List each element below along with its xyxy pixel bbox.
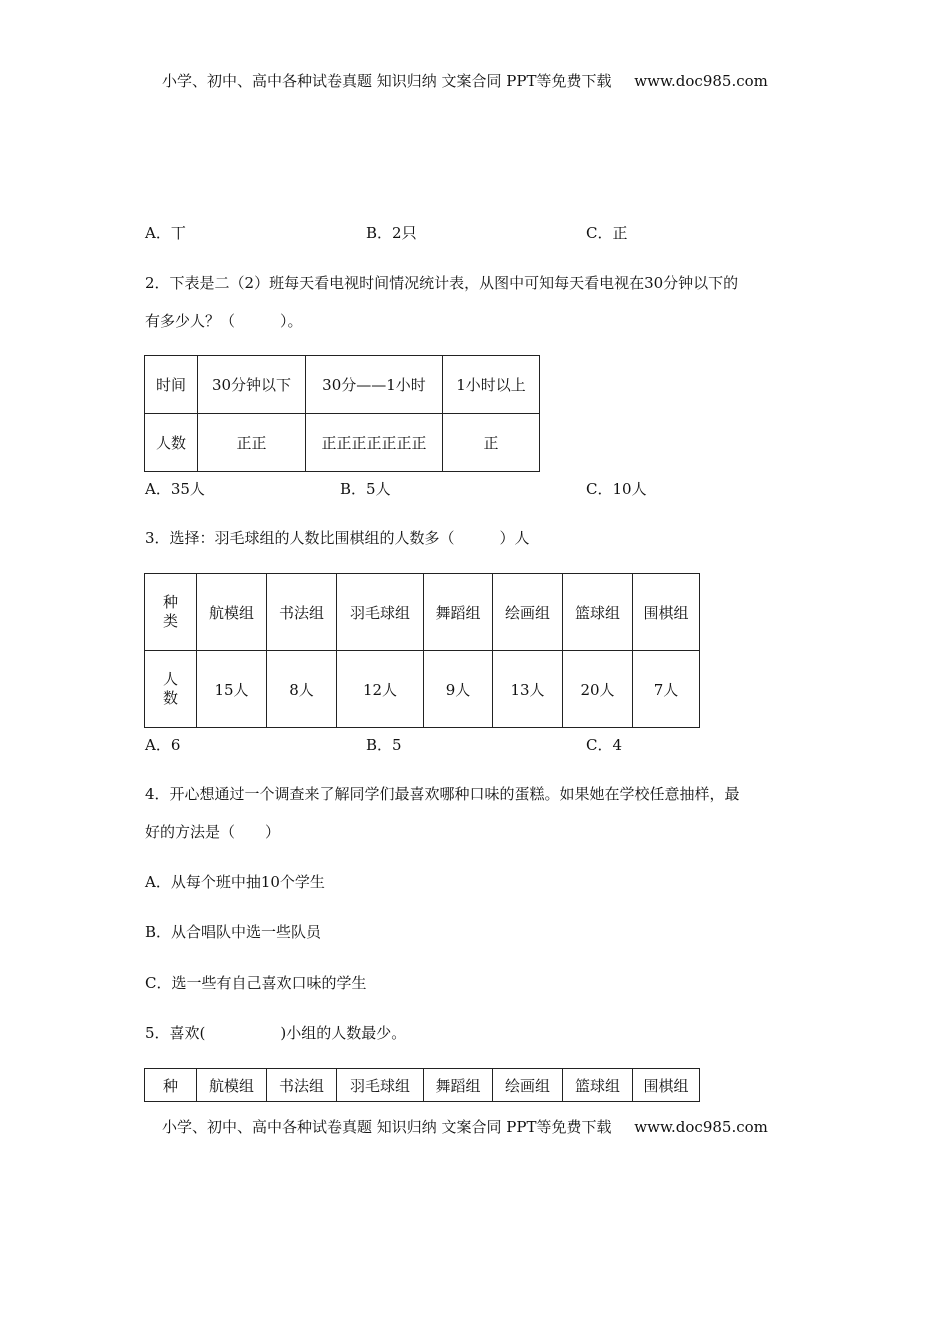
q3-option-c: C．4 xyxy=(586,736,623,754)
q5-header-cell: 羽毛球组 xyxy=(337,1069,424,1102)
q5-header-cell: 舞蹈组 xyxy=(424,1069,493,1102)
q3-data-cell: 8人 xyxy=(267,651,337,728)
q3-header-cell: 舞蹈组 xyxy=(424,574,493,651)
q5-table xyxy=(144,1068,700,1102)
q3-header-cell: 航模组 xyxy=(197,574,267,651)
q2-header-cell: 30分——1小时 xyxy=(306,356,443,414)
page-header xyxy=(162,70,768,91)
page-footer xyxy=(162,1116,768,1137)
q5-header-cell: 书法组 xyxy=(267,1069,337,1102)
q2-data-cell: 正 xyxy=(443,414,540,472)
q3-header-cell: 绘画组 xyxy=(493,574,563,651)
q4-text-line2: 好的方法是（ ） xyxy=(145,823,281,841)
q3-text-line1: 3．选择：羽毛球组的人数比围棋组的人数多（ ）人 xyxy=(145,529,530,547)
header-site: www.doc985.com xyxy=(634,72,768,90)
q4-text-line1: 4．开心想通过一个调查来了解同学们最喜欢哪种口味的蛋糕。如果她在学校任意抽样，最 xyxy=(145,785,740,803)
q2-data-cell: 正正正正正正正 xyxy=(306,414,443,472)
q5-head-label: 种 xyxy=(145,1069,197,1102)
q4-option-c: C．选一些有自己喜欢口味的学生 xyxy=(145,974,367,992)
q2-option-c: C．10人 xyxy=(586,480,647,498)
header-text: 小学、初中、高中各种试卷真题 知识归纳 文案合同 PPT等免费下载 xyxy=(162,72,612,90)
footer-site: www.doc985.com xyxy=(634,1118,768,1136)
q3-option-b: B．5 xyxy=(366,736,402,754)
q1-option-c: C．正 xyxy=(586,224,628,242)
q3-header-cell: 羽毛球组 xyxy=(337,574,424,651)
q2-text-line2: 有多少人？（ ）。 xyxy=(145,312,303,330)
q3-head-label: 种 类 xyxy=(145,574,197,651)
q2-option-b: B．5人 xyxy=(340,480,391,498)
q2-data-cell: 正正 xyxy=(198,414,306,472)
q2-header-cell: 时间 xyxy=(145,356,198,414)
q3-data-cell: 9人 xyxy=(424,651,493,728)
q5-header-cell: 航模组 xyxy=(197,1069,267,1102)
q2-header-cell: 30分钟以下 xyxy=(198,356,306,414)
q3-row-label: 人 数 xyxy=(145,651,197,728)
q4-option-b: B．从合唱队中选一些队员 xyxy=(145,923,322,941)
q4-option-a: A．从每个班中抽10个学生 xyxy=(145,873,325,891)
q3-data-cell: 7人 xyxy=(633,651,700,728)
q3-data-cell: 15人 xyxy=(197,651,267,728)
q3-table xyxy=(144,573,700,728)
q5-header-cell: 围棋组 xyxy=(633,1069,700,1102)
footer-text: 小学、初中、高中各种试卷真题 知识归纳 文案合同 PPT等免费下载 xyxy=(162,1118,612,1136)
q5-header-cell: 篮球组 xyxy=(563,1069,633,1102)
q2-text-line1: 2．下表是二（2）班每天看电视时间情况统计表，从图中可知每天看电视在30分钟以下的 xyxy=(145,274,739,292)
q3-data-cell: 12人 xyxy=(337,651,424,728)
q3-data-cell: 20人 xyxy=(563,651,633,728)
q2-header-cell: 1小时以上 xyxy=(443,356,540,414)
q2-data-cell: 人数 xyxy=(145,414,198,472)
q2-option-a: A．35人 xyxy=(145,480,205,498)
q3-option-a: A．6 xyxy=(145,736,181,754)
q5-header-cell: 绘画组 xyxy=(493,1069,563,1102)
q1-option-a: A．丅 xyxy=(145,224,186,242)
q3-header-cell: 书法组 xyxy=(267,574,337,651)
q5-text-line1: 5．喜欢( )小组的人数最少。 xyxy=(145,1024,407,1042)
q3-header-cell: 围棋组 xyxy=(633,574,700,651)
q2-table xyxy=(144,355,540,472)
q3-header-cell: 篮球组 xyxy=(563,574,633,651)
q3-data-cell: 13人 xyxy=(493,651,563,728)
q1-option-b: B．2只 xyxy=(366,224,417,242)
